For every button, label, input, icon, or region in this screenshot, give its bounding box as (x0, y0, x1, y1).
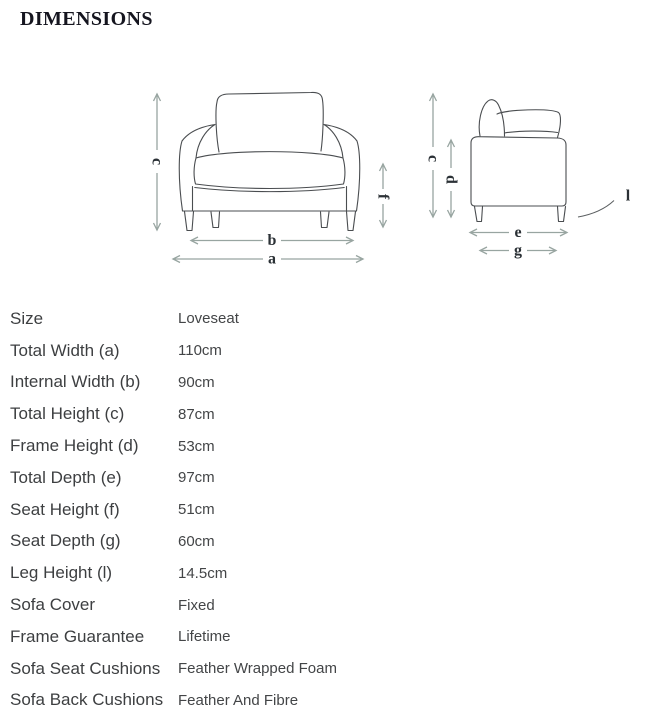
dimension-arrow-e (470, 224, 567, 241)
dimensions-diagram (0, 0, 647, 290)
dimension-arrow-g (480, 242, 556, 259)
spec-row-total-depth (10, 462, 630, 494)
spec-label: Size (10, 308, 44, 328)
dimension-arrow-d (443, 140, 460, 217)
front-seat-cushion (194, 152, 345, 192)
spec-row-frame-height (10, 430, 630, 462)
spec-row-seat-depth (10, 526, 630, 558)
spec-value: Lifetime (178, 628, 231, 646)
page-title: DIMENSIONS (20, 8, 153, 30)
dimension-label-c-side: c (424, 154, 442, 163)
spec-label: Total Depth (e) (10, 467, 122, 487)
leg-height-leader-line (578, 201, 614, 218)
dimension-label-c-front: c (148, 157, 166, 166)
spec-value: 90cm (178, 373, 215, 391)
spec-label: Sofa Back Cushions (10, 690, 164, 710)
spec-value: 87cm (178, 405, 215, 423)
dimension-arrow-b (191, 232, 353, 249)
side-legs (475, 207, 566, 222)
spec-row-leg-height (10, 557, 630, 589)
front-base (183, 187, 356, 212)
dimension-label-f: f (374, 193, 392, 200)
spec-value: 97cm (178, 469, 215, 487)
spec-label: Total Width (a) (10, 340, 120, 360)
spec-value: Loveseat (178, 310, 239, 328)
side-top-cushion (497, 110, 560, 138)
spec-value: Feather Wrapped Foam (178, 660, 337, 678)
spec-row-size (10, 303, 630, 335)
spec-row-frame-guarantee (10, 621, 630, 653)
dimension-arrow-c-front (149, 94, 166, 230)
spec-row-seat-height (10, 494, 630, 526)
side-body (471, 137, 566, 206)
dimension-label-d: d (442, 175, 460, 184)
spec-row-sofa-cover (10, 589, 630, 621)
front-right-arm (324, 125, 360, 212)
spec-row-internal-width (10, 367, 630, 399)
dimension-arrow-f (375, 164, 392, 227)
spec-label: Seat Depth (g) (10, 531, 121, 551)
spec-label: Sofa Seat Cushions (10, 658, 161, 678)
spec-table (10, 303, 630, 716)
dimension-label-e: e (514, 224, 522, 241)
dimension-label-g: g (514, 242, 522, 259)
spec-value: 110cm (178, 342, 222, 360)
front-legs (185, 212, 356, 231)
spec-label: Total Height (c) (10, 404, 125, 424)
spec-value: 60cm (178, 532, 215, 550)
spec-value: 14.5cm (178, 564, 228, 582)
spec-row-total-height (10, 398, 630, 430)
spec-value: 51cm (178, 501, 215, 519)
front-back-cushion (216, 92, 323, 152)
spec-row-seat-cushions (10, 653, 630, 685)
dimension-label-l: l (625, 187, 631, 205)
spec-label: Internal Width (b) (10, 372, 141, 392)
loveseat-front-view (179, 92, 360, 230)
spec-label: Leg Height (l) (10, 563, 113, 583)
spec-row-total-width (10, 335, 630, 367)
dimension-label-b: b (267, 232, 277, 249)
spec-label: Sofa Cover (10, 595, 96, 615)
dimension-label-a: a (268, 250, 276, 268)
spec-value: Fixed (178, 596, 215, 614)
front-left-arm (179, 125, 215, 212)
spec-value: Feather And Fibre (178, 691, 299, 709)
side-back-pillow (479, 100, 504, 136)
spec-label: Frame Guarantee (10, 626, 145, 646)
spec-label: Frame Height (d) (10, 436, 139, 456)
spec-label: Seat Height (f) (10, 499, 120, 519)
dimension-arrow-a (173, 251, 363, 268)
spec-row-back-cushions (10, 685, 630, 717)
loveseat-side-view (471, 100, 614, 222)
dimension-arrow-c-side (425, 94, 442, 217)
spec-value: 53cm (178, 437, 215, 455)
